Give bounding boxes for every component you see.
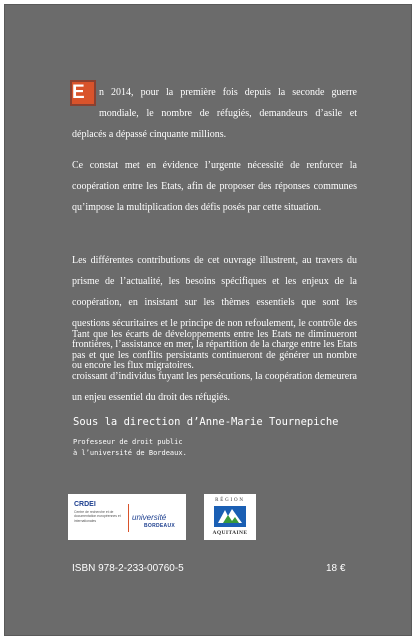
paragraph-intro-text: n 2014, pour la première fois depuis la seconde guerre mondiale, le nombre de réfugiés, demandeurs d’asile et déplacés a dépassé cinquante millions. [72,87,357,140]
university-logo-city: BORDEAUX [144,523,176,529]
book-price: 18 € [326,563,346,574]
crdei-logo-name: CRDEI [74,501,96,508]
back-cover [4,4,412,636]
editor-affiliation [73,437,187,459]
crdei-logo-divider [128,504,129,532]
region-aquitaine-logo [204,494,256,540]
editor-affiliation-line-1: Professeur de droit public [73,438,183,446]
editor-credit: Sous la direction d’Anne-Marie Tournepiche [73,416,339,428]
crdei-university-logo [68,494,186,540]
editor-affiliation-line-2: à l’université de Bordeaux. [73,449,187,457]
dropcap-letter: E [72,82,94,104]
region-logo-name: AQUITAINE [212,530,248,536]
paragraph-conclusion: Tant que les écarts de développements entre les Etats ne diminueront pas et que les conflits persistants continueront de générer un nombre croissant d’individus fuyant les persécutions, la coopération demeurera un enjeu essentiel du droit des réfugiés. [72,329,357,403]
aquitaine-emblem-shape [214,506,246,527]
paragraph-contributions: Les différentes contributions de cet ouvrage illustrent, au travers du prisme de l’actualité, les besoins spécifiques et les enjeux de la coopération, en insistant sur les thèmes essentiels que sont les questions sécuritaires et le principe de non refoulement, le contrôle des frontières, l’assistance en mer, la répartition de la charge entre les Etats ou encore les flux migratoires. [72,255,357,371]
paragraph-intro [72,82,357,145]
region-logo-word: RÉGION [215,498,245,503]
university-logo-word: université [132,513,167,522]
aquitaine-emblem-icon [214,506,246,527]
paragraph-context: Ce constat met en évidence l’urgente nécessité de renforcer la coopération entre les Etats, afin de proposer des réponses communes qu’impose la multiplication des défis posés par cette situation. [72,160,357,213]
crdei-logo-description: Centre de recherche et de documentation européennes et internationales [74,510,121,523]
isbn-number: ISBN 978-2-233-00760-5 [72,563,184,574]
